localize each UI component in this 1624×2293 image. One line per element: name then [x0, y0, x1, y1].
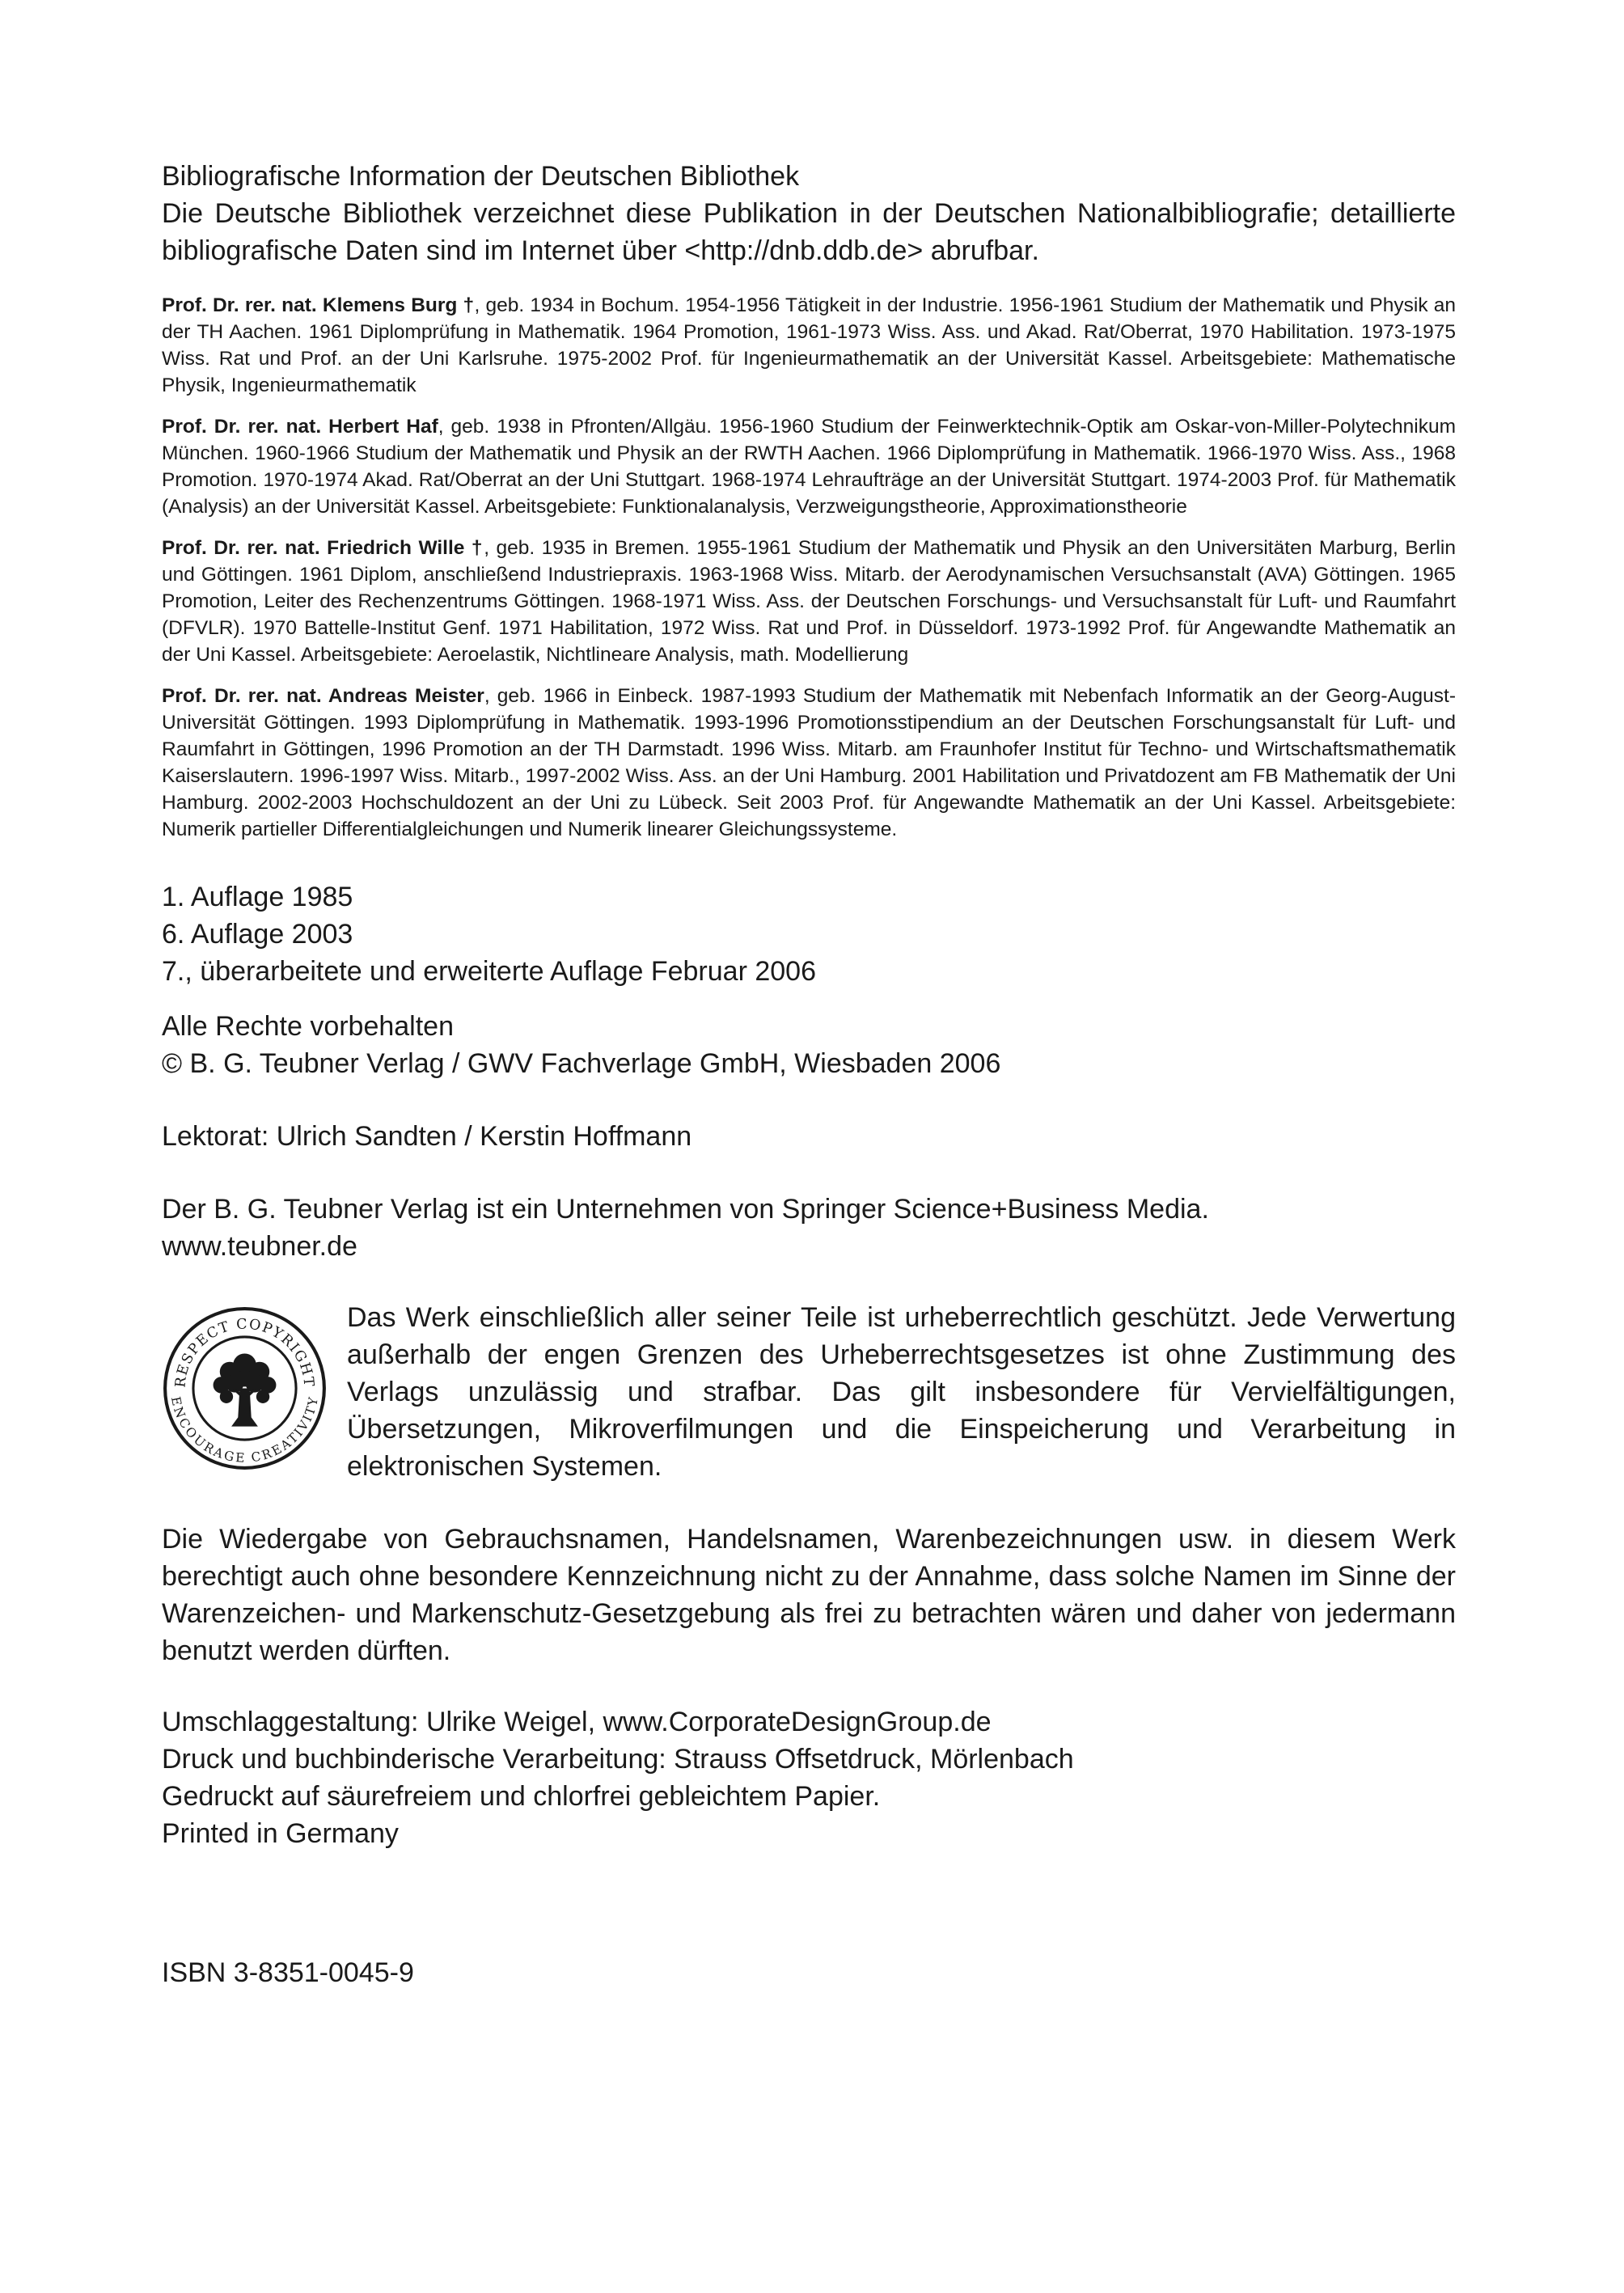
author-name: Prof. Dr. rer. nat. Friedrich Wille †: [162, 537, 484, 559]
bibliographic-info: [162, 158, 1456, 269]
edition-line: 1. Auflage 1985: [162, 882, 353, 912]
author-name: Prof. Dr. rer. nat. Andreas Meister: [162, 685, 484, 707]
author-bio-text: , geb. 1934 in Bochum. 1954-1956 Tätigkeit in der Industrie. 1956-1961 Studium der Mathematik und Physik an der TH Aachen. 1961 Diplomprüfung in Mathematik. 1964 Promotion, 1961-1973 Wiss. Ass. und Akad. Rat/Oberrat, 1970 Habilitation. 1973-1975 Wiss. Rat und Prof. an der Uni Karlsruhe. 1975-2002 Prof. für Ingenieurmathematik an der Universität Kassel. Arbeitsgebiete: Mathematische Physik, Ingenieurmathematik: [162, 294, 1456, 396]
production-credits: [162, 1703, 1456, 1852]
author-bio-haf: [162, 413, 1456, 520]
copyright-section: [162, 1299, 1456, 1485]
copyright-notice: Das Werk einschließlich aller seiner Teile ist urheberrechtlich geschützt. Jede Verwertung außerhalb der engen Grenzen des Urheberrechtsgesetzes ist ohne Zustimmung des Verlags unzulässig und strafbar. Das gilt insbesondere für Vervielfältigungen, Übersetzungen, Mikroverfilmungen und die Einspeicherung und Verarbeitung in elektronischen Systemen.: [347, 1302, 1456, 1482]
author-name: Prof. Dr. rer. nat. Klemens Burg †: [162, 294, 475, 316]
author-bio-meister: [162, 683, 1456, 843]
trademark-notice: Die Wiedergabe von Gebrauchsnamen, Handelsnamen, Warenbezeichnungen usw. in diesem Werk berechtigt auch ohne besondere Kennzeichnung nicht zu der Annahme, dass solche Namen im Sinne der Warenzeichen- und Markenschutz-Gesetzgebung als frei zu betrachten wären und daher von jedermann benutzt werden dürften.: [162, 1524, 1456, 1666]
author-bio-text: , geb. 1938 in Pfronten/Allgäu. 1956-1960 Studium der Feinwerktechnik-Optik am Oskar-von-Miller-Polytechnikum München. 1960-1966 Studium der Mathematik und Physik an der RWTH Aachen. 1966 Diplomprüfung in Mathematik. 1966-1970 Wiss. Ass., 1968 Promotion. 1970-1974 Akad. Rat/Oberrat an der Uni Stuttgart. 1968-1974 Lehraufträge an der Universität Stuttgart. 1974-2003 Prof. für Mathematik (Analysis) an der Universität Kassel. Arbeitsgebiete: Funktionalanalysis, Verzweigungstheorie, Approximationstheorie: [162, 416, 1456, 518]
rights-notice: [162, 1008, 1456, 1082]
printed-in: Printed in Germany: [162, 1818, 399, 1849]
author-bio-text: , geb. 1935 in Bremen. 1955-1961 Studium der Mathematik und Physik an den Universitäten Marburg, Berlin und Göttingen. 1961 Diplom, anschließend Industriepraxis. 1963-1968 Wiss. Mitarb. der Aerodynamischen Versuchsanstalt (AVA) Göttingen. 1965 Promotion, Leiter des Rechenzentrums Göttingen. 1968-1971 Wiss. Ass. der Deutschen Forschungs- und Versuchsanstalt für Luft- und Raumfahrt (DFVLR). 1970 Battelle-Institut Genf. 1971 Habilitation, 1972 Wiss. Rat und Prof. in Düsseldorf. 1973-1992 Prof. für Angewandte Mathematik an der Uni Kassel. Arbeitsgebiete: Aeroelastik, Nichtlineare Analysis, math. Modellierung: [162, 537, 1456, 666]
author-biographies: [162, 292, 1456, 843]
seal-top-text: RESPECT COPYRIGHT: [172, 1316, 317, 1389]
editorial-credit: Lektorat: Ulrich Sandten / Kerstin Hoffmann: [162, 1121, 692, 1152]
copyright-holder: © B. G. Teubner Verlag / GWV Fachverlage GmbH, Wiesbaden 2006: [162, 1048, 1001, 1079]
edition-history: [162, 878, 1456, 990]
author-bio-wille: [162, 535, 1456, 668]
seal-bottom-text: ENCOURAGE CREATIVITY: [167, 1395, 322, 1466]
paper-note: Gedruckt auf säurefreiem und chlorfrei gebleichtem Papier.: [162, 1781, 881, 1812]
respect-copyright-seal-icon: [162, 1305, 328, 1471]
publisher-url: www.teubner.de: [162, 1231, 357, 1262]
imprint-page: [162, 158, 1456, 1991]
printing-credit: Druck und buchbinderische Verarbeitung: Strauss Offsetdruck, Mörlenbach: [162, 1744, 1074, 1775]
bibliographic-heading: Bibliografische Information der Deutschen Bibliothek: [162, 161, 800, 192]
publisher-info: [162, 1191, 1456, 1265]
isbn-number: ISBN 3-8351-0045-9: [162, 1957, 414, 1988]
publisher-statement: Der B. G. Teubner Verlag ist ein Unternehmen von Springer Science+Business Media.: [162, 1194, 1209, 1225]
rights-reserved: Alle Rechte vorbehalten: [162, 1011, 455, 1042]
edition-line: 7., überarbeitete und erweiterte Auflage Februar 2006: [162, 956, 816, 987]
tree-icon: [214, 1353, 277, 1426]
author-bio-text: , geb. 1966 in Einbeck. 1987-1993 Studium der Mathematik mit Nebenfach Informatik an der Georg-August-Universität Göttingen. 1993 Diplomprüfung in Mathematik. 1993-1996 Promotionsstipendium an der Deutschen Forschungsanstalt für Luft- und Raumfahrt in Göttingen, 1996 Promotion an der TH Darmstadt. 1996 Wiss. Mitarb. am Fraunhofer Institut für Techno- und Wirtschaftsmathematik Kaiserslautern. 1996-1997 Wiss. Mitarb., 1997-2002 Wiss. Ass. an der Uni Hamburg. 2001 Habilitation und Privatdozent am FB Mathematik der Uni Hamburg. 2002-2003 Hochschuldozent an der Uni zu Lübeck. Seit 2003 Prof. für Angewandte Mathematik an der Uni Kassel. Arbeitsgebiete: Numerik partieller Differentialgleichungen und Numerik linearer Gleichungssysteme.: [162, 685, 1456, 840]
edition-line: 6. Auflage 2003: [162, 919, 353, 950]
bibliographic-text: Die Deutsche Bibliothek verzeichnet diese Publikation in der Deutschen Nationalbibliografie; detaillierte bibliografische Daten sind im Internet über <http://dnb.ddb.de> abrufbar.: [162, 198, 1456, 266]
author-bio-burg: [162, 292, 1456, 399]
author-name: Prof. Dr. rer. nat. Herbert Haf: [162, 416, 438, 438]
cover-design-credit: Umschlaggestaltung: Ulrike Weigel, www.CorporateDesignGroup.de: [162, 1707, 992, 1737]
